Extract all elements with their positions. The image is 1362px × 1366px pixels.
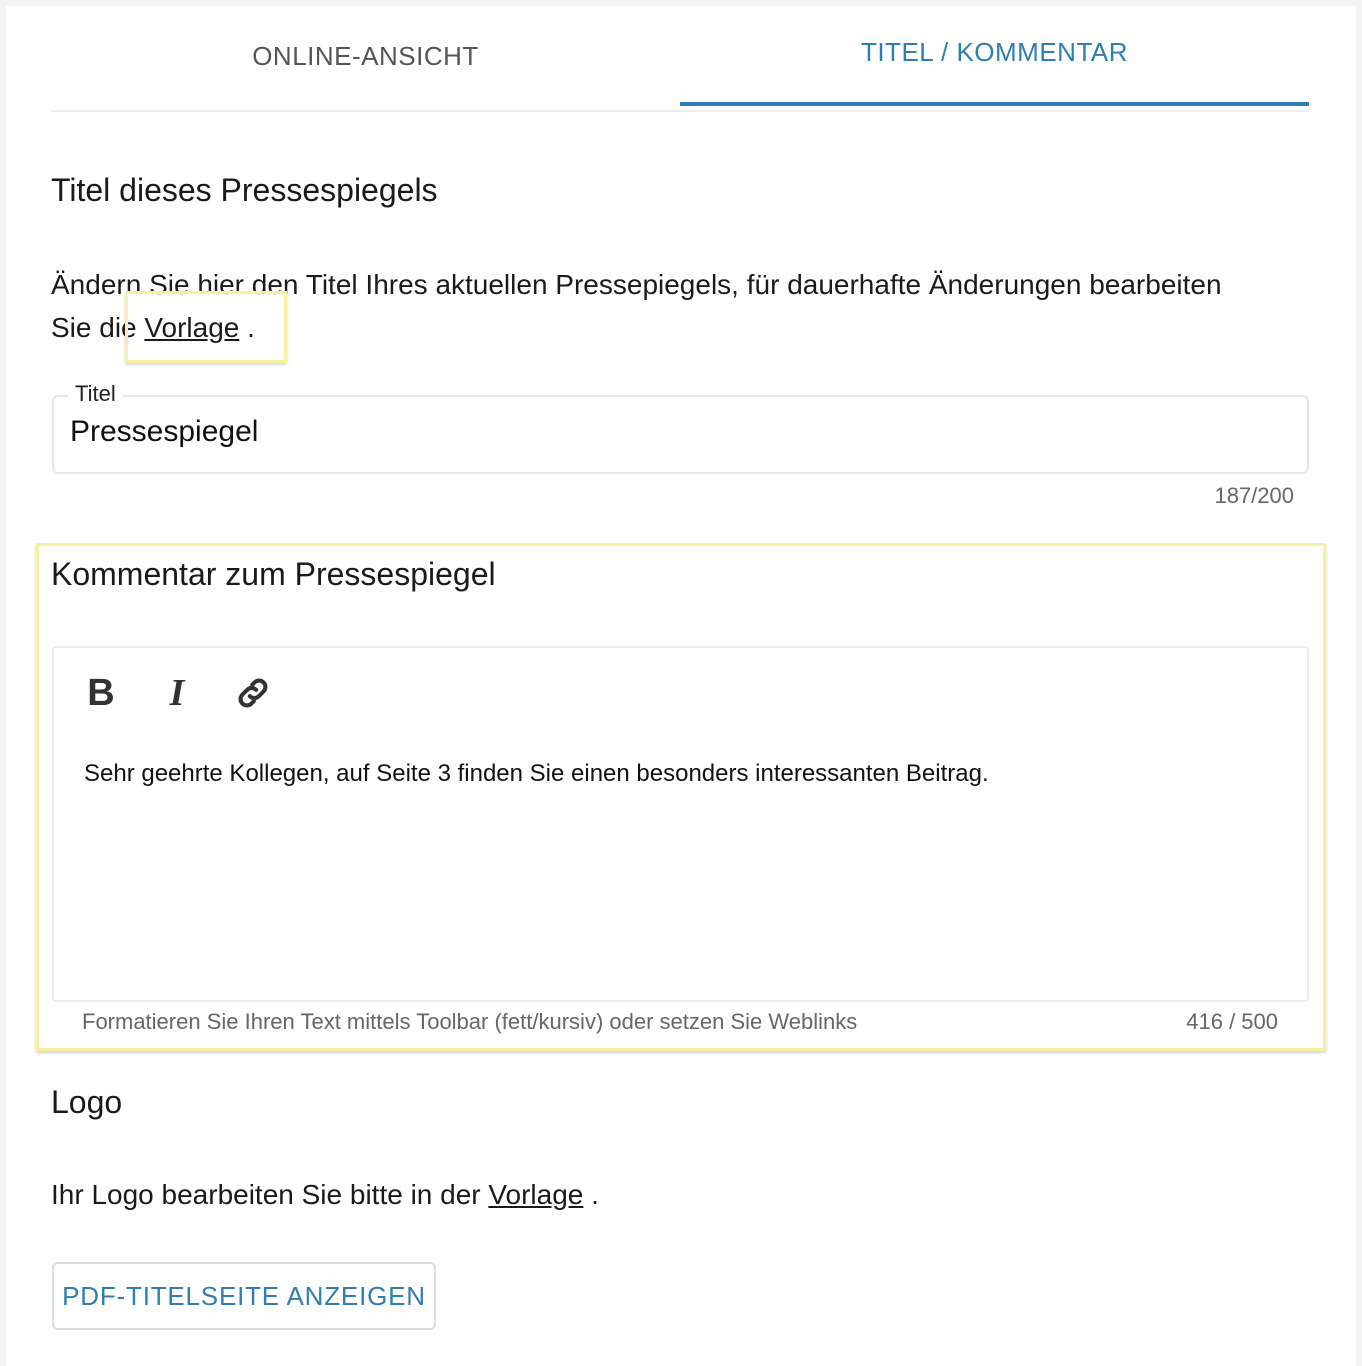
title-section-heading: Titel dieses Pressespiegels xyxy=(51,172,438,208)
tab-bar xyxy=(51,6,1309,112)
title-input[interactable] xyxy=(70,415,1270,449)
editor-card xyxy=(6,6,1356,1366)
title-field xyxy=(52,381,1309,474)
comment-helper-text: Formatieren Sie Ihren Text mittels Toolbar (fett/kursiv) oder setzen Sie Weblinks xyxy=(82,1009,858,1034)
comment-text-area[interactable]: Sehr geehrte Kollegen, auf Seite 3 finden Sie einen besonders interessanten Beitrag. xyxy=(84,760,989,787)
tab-titel-kommentar[interactable]: TITEL / KOMMENTAR xyxy=(680,6,1309,106)
title-field-label: Titel xyxy=(68,381,123,407)
comment-char-counter: 416 / 500 xyxy=(1186,1009,1278,1034)
italic-button[interactable]: I xyxy=(169,672,185,714)
insert-link-button[interactable] xyxy=(230,670,276,716)
logo-vorlage-link[interactable]: Vorlage xyxy=(488,1179,584,1210)
bold-button[interactable]: B xyxy=(87,671,115,714)
pdf-titelseite-button[interactable]: PDF-TITELSEITE ANZEIGEN xyxy=(52,1262,436,1330)
link-icon xyxy=(234,674,272,712)
vorlage-link[interactable]: Vorlage xyxy=(144,312,240,343)
logo-text-prefix: Ihr Logo bearbeiten Sie bitte in der xyxy=(51,1179,481,1210)
title-char-counter: 187/200 xyxy=(1214,483,1294,508)
description-suffix: . xyxy=(247,312,255,343)
description-line2-prefix: Sie die xyxy=(51,312,137,343)
title-section-description xyxy=(51,263,1321,349)
description-line1: Ändern Sie hier den Titel Ihres aktuellen Pressepiegels, für dauerhafte Änderungen bearbeiten xyxy=(51,269,1222,300)
logo-section-text xyxy=(51,1173,1321,1216)
logo-text-suffix: . xyxy=(591,1179,599,1210)
tab-online-ansicht[interactable]: ONLINE-ANSICHT xyxy=(252,40,479,71)
comment-section-heading: Kommentar zum Pressespiegel xyxy=(51,556,496,592)
logo-section-heading: Logo xyxy=(51,1084,123,1120)
comment-editor xyxy=(52,646,1309,1002)
